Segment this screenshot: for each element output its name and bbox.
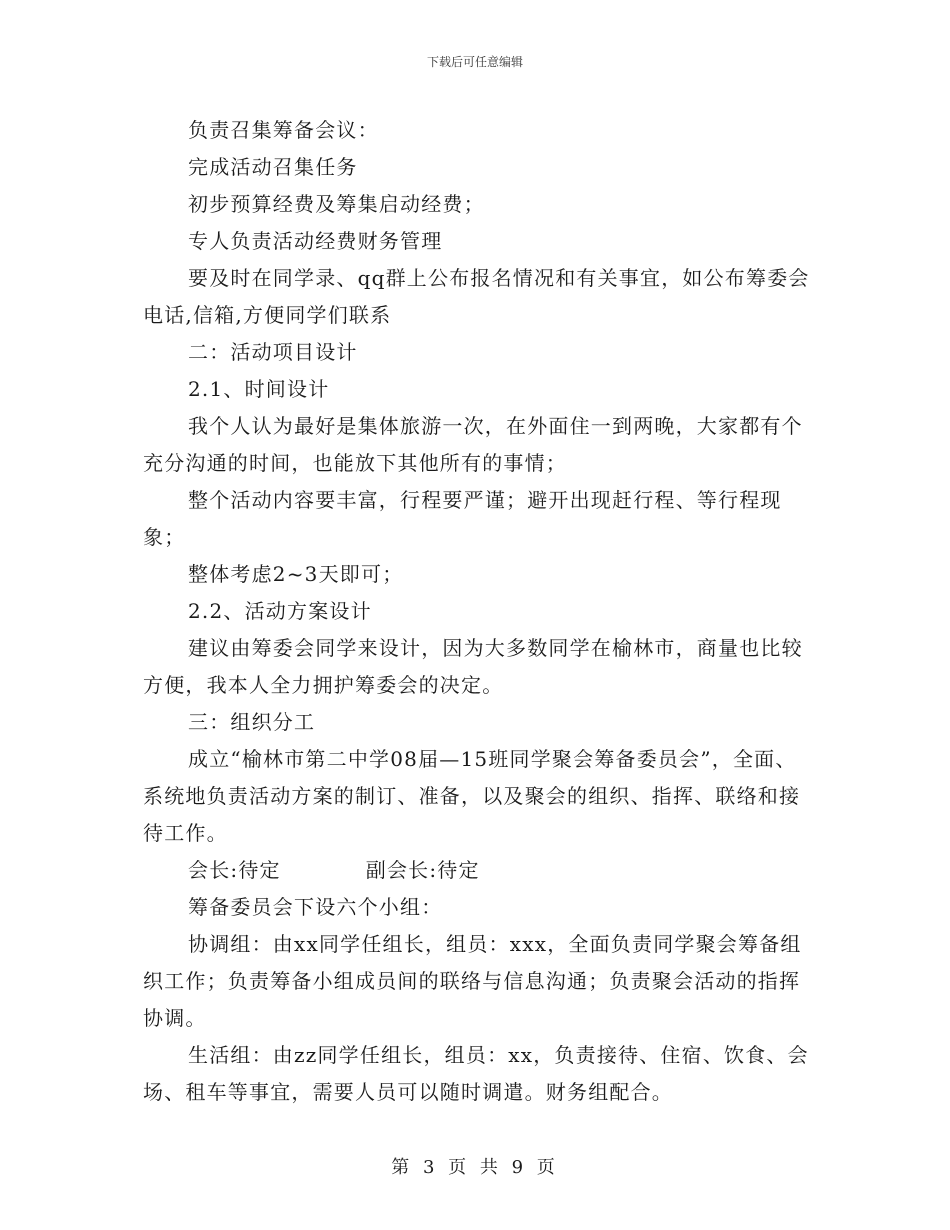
paragraph: 筹备委员会下设六个小组： — [188, 895, 443, 919]
section-heading: 三：组织分工 — [188, 710, 316, 734]
paragraph: 生活组：由zz同学任组长，组员：xx，负责接待、住宿、饮食、会场、租车等事宜，需要人员可以随时调遣。财务组配合。 — [143, 1043, 809, 1104]
section-heading: 二：活动项目设计 — [188, 340, 358, 364]
subsection-heading: 2.1、时间设计 — [188, 377, 330, 401]
paragraph: 整体考虑2~3天即可； — [188, 562, 404, 586]
paragraph: 要及时在同学录、qq群上公布报名情况和有关事宜，如公布筹委会电话,信箱,方便同学们联系 — [143, 266, 810, 327]
vice-president-role: 副会长:待定 — [365, 858, 480, 882]
paragraph: 我个人认为最好是集体旅游一次，在外面住一到两晚，大家都有个充分沟通的时间，也能放下其他所有的事情； — [143, 414, 803, 475]
paragraph: 建议由筹委会同学来设计，因为大多数同学在榆林市，商量也比较方便，我本人全力拥护筹委会的决定。 — [143, 636, 803, 697]
paragraph: 负责召集筹备会议： — [188, 118, 379, 142]
president-role: 会长:待定 — [188, 858, 281, 882]
page-header-note: 下载后可任意编辑 — [426, 55, 523, 69]
paragraph: 初步预算经费及筹集启动经费； — [188, 192, 485, 216]
page-number: 第 3 页 共 9 页 — [391, 1157, 559, 1178]
paragraph: 成立“榆林市第二中学08届—15班同学聚会筹备委员会”，全面、系统地负责活动方案的制订、准备，以及聚会的组织、指挥、联络和接待工作。 — [143, 747, 801, 845]
document-body — [143, 112, 813, 1111]
roles-line — [143, 852, 813, 889]
paragraph: 专人负责活动经费财务管理 — [188, 229, 443, 253]
paragraph: 整个活动内容要丰富，行程要严谨；避开出现赶行程、等行程现象； — [143, 488, 782, 549]
paragraph: 协调组：由xx同学任组长，组员：xxx，全面负责同学聚会筹备组织工作；负责筹备小组成员间的联络与信息沟通；负责聚会活动的指挥协调。 — [143, 932, 802, 1030]
subsection-heading: 2.2、活动方案设计 — [188, 599, 372, 623]
paragraph: 完成活动召集任务 — [188, 155, 358, 179]
